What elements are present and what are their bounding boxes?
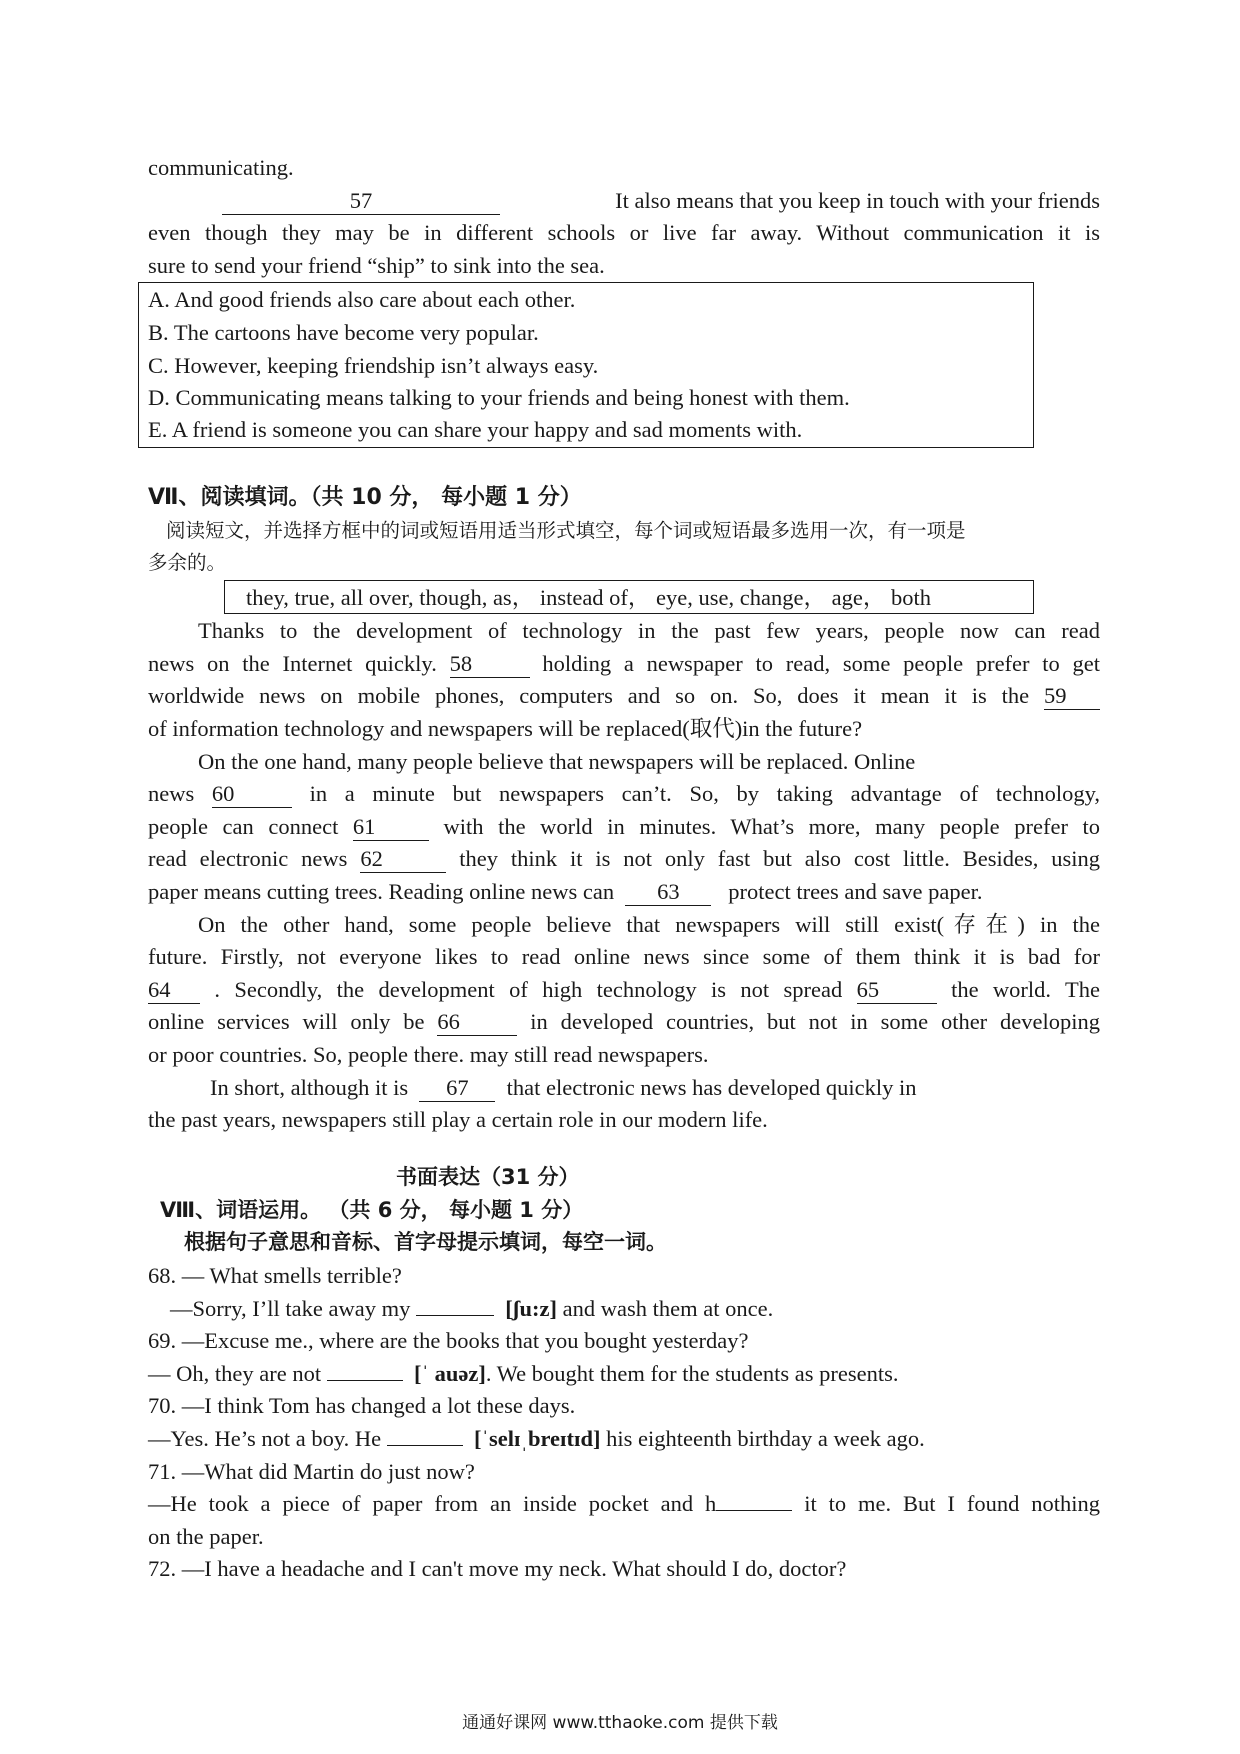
option-c: C. However, keeping friendship isn’t always easy. (148, 353, 599, 378)
passage-line: sure to send your friend “ship” to sink into the sea. (148, 253, 605, 278)
passage-line: news on the Internet quickly. 58 holding a newspaper to read, some people prefer to get (148, 651, 1101, 676)
passage-line: online services will only be 66 in developed countries, but not in some other developing (148, 1009, 1101, 1034)
phonetic: [ˈselɪˌbreɪtɪd] (474, 1426, 601, 1451)
blank-63[interactable]: 63 (625, 879, 711, 906)
passage-line: people can connect 61 with the world in minutes. What’s more, many people prefer to (148, 814, 1101, 839)
question-71-continued: on the paper. (148, 1524, 264, 1549)
blank-58[interactable]: 58 (450, 651, 530, 678)
answer-blank-70[interactable] (387, 1445, 463, 1446)
blank-57[interactable]: 57 (222, 188, 500, 215)
footer: 通通好课网 www.tthaoke.com 提供下载 (462, 1713, 778, 1733)
passage-line: future. Firstly, not everyone likes to read online news since some of them think it is bad for (148, 944, 1100, 969)
passage-line-57 (222, 184, 1100, 217)
blank-61[interactable]: 61 (353, 814, 429, 841)
question-70-answer: —Yes. He’s not a boy. He [ˈselɪˌbreɪtɪd] his eighteenth birthday a week ago. (148, 1426, 925, 1451)
passage-line: or poor countries. So, people there. may still read newspapers. (148, 1042, 709, 1067)
question-71-answer: —He took a piece of paper from an inside pocket and h it to me. But I found nothing (148, 1491, 1100, 1516)
passage-line: In short, although it is 67 that electronic news has developed quickly in (210, 1075, 917, 1100)
question-68-answer: —Sorry, I’ll take away my [ʃu:z] and wash them at once. (170, 1296, 774, 1321)
passage-line: of information technology and newspapers will be replaced(取代)in the future? (148, 716, 863, 741)
question-68: 68. — What smells terrible? (148, 1263, 402, 1288)
writing-title: 书面表达（31 分） (396, 1165, 580, 1189)
option-d: D. Communicating means talking to your friends and being honest with them. (148, 385, 850, 410)
passage-line: communicating. (148, 155, 294, 180)
blank-66[interactable]: 66 (437, 1009, 517, 1036)
answer-blank-68[interactable] (416, 1315, 494, 1316)
question-69-answer: — Oh, they are not [ˈ auəz]. We bought them for the students as presents. (148, 1361, 899, 1386)
answer-blank-71[interactable] (716, 1510, 792, 1511)
passage-line: even though they may be in different schools or live far away. Without communication it is (148, 220, 1100, 245)
passage-line: On the other hand, some people believe that newspapers will still exist(存在) in the (198, 912, 1100, 937)
blank-60[interactable]: 60 (212, 781, 292, 808)
passage-line: worldwide news on mobile phones, computers and so on. So, does it mean it is the 59 (148, 679, 1100, 712)
question-71: 71. —What did Martin do just now? (148, 1459, 475, 1484)
instructions: 阅读短文，并选择方框中的词或短语用适当形式填空，每个词或短语最多选用一次，有一项是 (166, 519, 966, 542)
question-72: 72. —I have a headache and I can't move my neck. What should I do, doctor? (148, 1556, 847, 1581)
blank-64[interactable]: 64 (148, 977, 200, 1004)
option-e: E. A friend is someone you can share your happy and sad moments with. (148, 417, 803, 442)
phonetic: [ʃu:z] (505, 1296, 558, 1321)
instructions: 根据句子意思和音标、首字母提示填词，每空一词。 (184, 1230, 667, 1254)
question-69: 69. —Excuse me., where are the books that you bought yesterday? (148, 1328, 749, 1353)
passage-line: paper means cutting trees. Reading online news can 63 protect trees and save paper. (148, 879, 983, 904)
answer-blank-69[interactable] (327, 1380, 403, 1381)
option-a: A. And good friends also care about each other. (148, 287, 576, 312)
passage-line: the past years, newspapers still play a certain role in our modern life. (148, 1107, 768, 1132)
blank-62[interactable]: 62 (360, 846, 446, 873)
section-title: Ⅶ、阅读填词。（共 10 分， 每小题 1 分） (148, 485, 582, 510)
word-box-text: they, true, all over, though, as， instead of， eye, use, change， age， both (246, 585, 931, 610)
blank-67[interactable]: 67 (419, 1075, 495, 1102)
blank-59[interactable]: 59 (1044, 683, 1100, 710)
passage-line: Thanks to the development of technology in the past few years, people now can read (198, 618, 1100, 643)
option-b: B. The cartoons have become very popular. (148, 320, 539, 345)
instructions: 多余的。 (148, 551, 227, 574)
passage-line: news 60 in a minute but newspapers can’t. So, by taking advantage of technology, (148, 781, 1101, 806)
question-70: 70. —I think Tom has changed a lot these days. (148, 1393, 576, 1418)
passage-line: 64 . Secondly, the development of high technology is not spread 65 the world. The (148, 977, 1101, 1002)
passage-text: It also means that you keep in touch with your friends (615, 188, 1100, 213)
passage-line: On the one hand, many people believe that newspapers will be replaced. Online (198, 749, 916, 774)
blank-65[interactable]: 65 (857, 977, 937, 1004)
phonetic: [ˈ auəz] (413, 1361, 486, 1386)
section-title: Ⅷ、词语运用。 （共 6 分， 每小题 1 分） (160, 1198, 584, 1222)
passage-line: read electronic news 62 they think it is not only fast but also cost little. Besides, using (148, 846, 1101, 871)
